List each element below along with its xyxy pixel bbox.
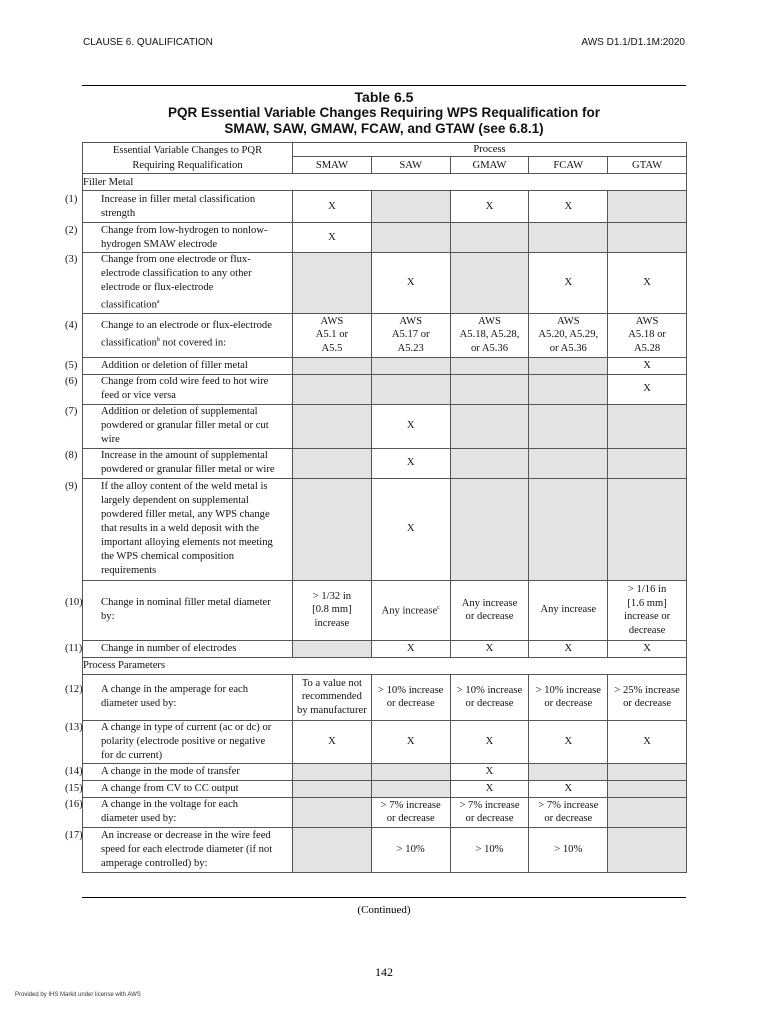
cell-value: > 1/32 in [312, 590, 352, 602]
description-line: Addition or deletion of filler metal [101, 359, 248, 371]
description-line: largely dependent on supplemental [101, 495, 249, 507]
cell-value: X [643, 359, 651, 371]
cell-smaw [293, 674, 372, 720]
description-line: powdered or granular filler metal or cut [101, 420, 269, 432]
cell-gtaw [608, 640, 687, 657]
cell-gtaw [608, 763, 687, 780]
table-row [83, 720, 687, 763]
cell-saw [371, 357, 450, 374]
cell-gmaw [450, 374, 529, 404]
cell-fcaw [529, 191, 608, 223]
running-header-left: CLAUSE 6. QUALIFICATION [83, 37, 213, 48]
cell-gmaw [450, 404, 529, 448]
cell-fcaw [529, 797, 608, 827]
cell-value: increase [314, 617, 350, 629]
variable-description [65, 253, 293, 314]
cell-gmaw [450, 448, 529, 478]
cell-value: or decrease [465, 813, 514, 825]
cell-value: or decrease [623, 698, 672, 710]
cell-saw [371, 780, 450, 797]
first-column-header-line1: Essential Variable Changes to PQR [112, 145, 263, 156]
cell-value: or decrease [544, 813, 593, 825]
table-row [83, 448, 687, 478]
cell-smaw [293, 478, 372, 580]
cell-fcaw [529, 580, 608, 640]
table-title [82, 89, 686, 137]
table-title-line2: SMAW, SAW, GMAW, FCAW, and GTAW (see 6.8.1) [224, 121, 544, 136]
variable-description [65, 763, 293, 780]
cell-fcaw [529, 313, 608, 357]
description-line: A change in the voltage for each [101, 799, 239, 811]
cell-gtaw [608, 357, 687, 374]
cell-saw [371, 797, 450, 827]
running-header-right: AWS D1.1/D1.1M:2020 [581, 37, 685, 48]
variable-description [65, 223, 293, 253]
description-line: the WPS chemical composition [101, 551, 235, 563]
cell-value: X [643, 735, 651, 747]
cell-value: AWS [635, 315, 659, 327]
description-line: classification [101, 299, 157, 311]
cell-gtaw [608, 191, 687, 223]
cell-fcaw [529, 640, 608, 657]
description-line: A change in the amperage for each [101, 684, 249, 696]
cell-value: X [328, 735, 336, 747]
description-line: electrode classification to any other [101, 268, 252, 279]
row-number: (10) [65, 597, 83, 609]
cell-fcaw [529, 827, 608, 872]
cell-value: X [406, 420, 415, 432]
row-number: (15) [65, 782, 83, 794]
variable-description [65, 357, 293, 374]
cell-gtaw [608, 780, 687, 797]
footnote-marker: a [156, 299, 160, 305]
cell-gmaw [450, 191, 529, 223]
cell-value: > 10% increase [378, 684, 444, 696]
cell-gmaw [450, 640, 529, 657]
table-row [83, 404, 687, 448]
variable-description [65, 640, 293, 657]
row-number: (7) [65, 406, 78, 418]
row-number: (16) [65, 799, 83, 811]
description-line: classification [101, 337, 157, 349]
cell-value: A5.18 or [628, 329, 666, 341]
cell-value: > 1/16 in [627, 584, 667, 596]
cell-value: X [643, 277, 651, 289]
cell-gtaw [608, 448, 687, 478]
cell-value: > 10% increase [456, 684, 523, 696]
description-line: Change in nominal filler metal diameter [101, 597, 271, 609]
cell-saw [371, 478, 450, 580]
cell-value: or decrease [544, 698, 593, 710]
cell-gmaw [450, 223, 529, 253]
cell-value: AWS [399, 315, 423, 327]
cell-value: > 7% increase [459, 799, 520, 811]
description-line: for dc current) [101, 749, 163, 761]
process-col-fcaw: FCAW [529, 157, 608, 174]
cell-value: X [406, 457, 415, 469]
cell-value: Any increase [540, 604, 597, 616]
cell-saw [371, 720, 450, 763]
license-footer: Provided by IHS Markit under license with AWS [15, 992, 141, 998]
description-line: Change to an electrode or flux-electrode [101, 320, 272, 332]
cell-smaw [293, 763, 372, 780]
cell-value: X [485, 765, 494, 777]
row-number: (6) [65, 376, 78, 388]
variable-description [65, 191, 293, 223]
description-line: requirements [101, 565, 157, 577]
description-line: speed for each electrode diameter (if not [101, 843, 273, 855]
table-row [83, 827, 687, 872]
cell-value: X [406, 523, 415, 535]
cell-value: or decrease [386, 813, 435, 825]
cell-gmaw [450, 313, 529, 357]
cell-value: X [485, 642, 494, 654]
cell-saw [371, 763, 450, 780]
cell-value: AWS [478, 315, 501, 327]
cell-value: X [564, 735, 573, 747]
table-number: Table 6.5 [354, 89, 414, 105]
cell-value: X [485, 200, 494, 212]
pqr-table [65, 142, 687, 873]
cell-value: X [564, 277, 573, 289]
section-filler-metal: Filler Metal [83, 174, 687, 191]
description-line: strength [101, 207, 136, 219]
row-number: (13) [65, 721, 83, 733]
process-col-smaw: SMAW [293, 157, 372, 174]
row-number: (4) [65, 320, 78, 332]
cell-value: [0.8 mm] [312, 604, 352, 616]
cell-gmaw [450, 253, 529, 314]
cell-gmaw [450, 580, 529, 640]
cell-smaw [293, 640, 372, 657]
cell-saw [371, 223, 450, 253]
variable-description [65, 313, 293, 357]
cell-gmaw [450, 797, 529, 827]
description-line: important alloying elements not meeting [101, 537, 273, 549]
table-row [83, 191, 687, 223]
variable-description [65, 827, 293, 872]
description-line: by: [101, 611, 115, 623]
row-number: (3) [65, 254, 78, 265]
cell-fcaw [529, 404, 608, 448]
cell-gmaw [450, 763, 529, 780]
cell-saw [371, 827, 450, 872]
table-bottom-rule [82, 897, 686, 898]
cell-smaw [293, 448, 372, 478]
description-line: not covered in: [159, 337, 227, 349]
table-row [83, 763, 687, 780]
description-line: Increase in filler metal classification [101, 193, 256, 205]
section-process-parameters: Process Parameters [83, 657, 687, 674]
description-line: Change in number of electrodes [101, 642, 237, 654]
cell-saw [371, 404, 450, 448]
first-column-header-line2: Requiring Requalification [132, 160, 243, 171]
table-row [83, 357, 687, 374]
cell-value: X [485, 782, 494, 794]
variable-description [65, 797, 293, 827]
cell-smaw [293, 580, 372, 640]
cell-gtaw [608, 313, 687, 357]
cell-fcaw [529, 674, 608, 720]
cell-fcaw [529, 780, 608, 797]
process-col-gmaw: GMAW [450, 157, 529, 174]
cell-value: recommended [301, 691, 362, 703]
cell-value: X [485, 735, 494, 747]
cell-value: X [564, 200, 573, 212]
table-row [83, 640, 687, 657]
variable-description [65, 674, 293, 720]
cell-value: > 25% increase [614, 684, 680, 696]
cell-saw [371, 674, 450, 720]
cell-saw [371, 253, 450, 314]
row-number: (14) [65, 765, 83, 777]
continued-note: (Continued) [357, 904, 411, 916]
cell-value: A5.20, A5.29, [538, 329, 599, 341]
description-line: Change from one electrode or flux- [101, 254, 251, 265]
cell-fcaw [529, 448, 608, 478]
cell-value: or decrease [465, 611, 514, 623]
cell-gtaw [608, 404, 687, 448]
cell-gtaw [608, 223, 687, 253]
cell-fcaw [529, 478, 608, 580]
cell-value: > 10% increase [535, 684, 601, 696]
cell-value: X [564, 642, 573, 654]
description-line: wire [101, 434, 120, 446]
cell-value: or decrease [465, 698, 514, 710]
cell-fcaw [529, 253, 608, 314]
description-line: Change from cold wire feed to hot wire [101, 376, 269, 388]
description-line: polarity (electrode positive or negative [101, 735, 266, 747]
cell-fcaw [529, 223, 608, 253]
cell-value: [1.6 mm] [627, 597, 667, 609]
cell-gtaw [608, 580, 687, 640]
description-line: diameter used by: [101, 813, 177, 825]
table-title-line1: PQR Essential Variable Changes Requiring WPS Requalification for [167, 105, 601, 120]
variable-description [65, 780, 293, 797]
cell-value: increase or [624, 611, 671, 623]
cell-smaw [293, 253, 372, 314]
description-line: hydrogen SMAW electrode [101, 238, 218, 250]
cell-value: X [643, 383, 651, 395]
cell-value: > 7% increase [380, 799, 441, 811]
description-line: Addition or deletion of supplemental [101, 406, 258, 418]
title-top-rule [82, 85, 686, 86]
table-row [83, 478, 687, 580]
cell-smaw [293, 797, 372, 827]
cell-smaw [293, 374, 372, 404]
cell-value: X [564, 782, 573, 794]
row-number: (11) [65, 642, 83, 654]
cell-value: X [406, 642, 415, 654]
description-line: powdered or granular filler metal or wire [101, 464, 275, 476]
process-col-gtaw: GTAW [608, 157, 687, 174]
cell-value: > 7% increase [538, 799, 599, 811]
table-row [83, 780, 687, 797]
description-line: that results in a weld deposit with the [101, 523, 259, 535]
cell-gmaw [450, 780, 529, 797]
table-row [83, 223, 687, 253]
cell-value: A5.18, A5.28, [459, 329, 520, 341]
table-row [83, 797, 687, 827]
cell-saw [371, 374, 450, 404]
cell-value: by manufacturer [297, 704, 367, 716]
cell-smaw [293, 223, 372, 253]
description-line: feed or vice versa [101, 390, 176, 402]
cell-gmaw [450, 357, 529, 374]
cell-value: A5.28 [633, 342, 661, 354]
row-number: (1) [65, 193, 78, 205]
description-line: Increase in the amount of supplemental [101, 450, 268, 462]
cell-gtaw [608, 253, 687, 314]
row-number: (9) [65, 481, 78, 493]
cell-gtaw [608, 374, 687, 404]
footnote-marker: c [437, 605, 440, 612]
cell-value: or decrease [386, 698, 435, 710]
row-number: (17) [65, 829, 83, 841]
table-row [83, 580, 687, 640]
cell-smaw [293, 357, 372, 374]
variable-description [65, 448, 293, 478]
cell-smaw [293, 780, 372, 797]
footnote-marker: b [156, 337, 160, 344]
table-row [83, 253, 687, 314]
description-line: A change in the mode of transfer [101, 765, 240, 777]
table-row [83, 374, 687, 404]
variable-description [65, 404, 293, 448]
cell-value: AWS [556, 315, 580, 327]
cell-gmaw [450, 720, 529, 763]
cell-value: decrease [628, 624, 666, 636]
description-line: Change from low-hydrogen to nonlow- [101, 224, 268, 236]
first-column-header [83, 143, 293, 174]
cell-value: A5.5 [321, 342, 343, 354]
cell-smaw [293, 404, 372, 448]
cell-smaw [293, 827, 372, 872]
cell-gtaw [608, 720, 687, 763]
cell-value: or A5.36 [470, 342, 509, 354]
cell-gtaw [608, 478, 687, 580]
cell-fcaw [529, 720, 608, 763]
description-line: amperage controlled) by: [101, 857, 208, 869]
variable-description [65, 720, 293, 763]
process-header: Process [293, 143, 687, 157]
cell-value: > 10% [475, 843, 504, 855]
description-line: If the alloy content of the weld metal is [101, 481, 268, 493]
cell-value: AWS [320, 315, 344, 327]
cell-smaw [293, 191, 372, 223]
cell-value: A5.23 [397, 342, 424, 354]
cell-value: Any increase [381, 605, 438, 617]
description-line: electrode or flux-electrode [101, 282, 214, 293]
row-number: (12) [65, 684, 83, 696]
cell-saw [371, 191, 450, 223]
cell-saw [371, 640, 450, 657]
cell-gmaw [450, 827, 529, 872]
row-number: (8) [65, 450, 78, 462]
cell-gtaw [608, 827, 687, 872]
variable-description [65, 580, 293, 640]
cell-value: Any increase [461, 597, 518, 609]
cell-smaw [293, 720, 372, 763]
cell-value: X [406, 277, 415, 289]
cell-gtaw [608, 797, 687, 827]
cell-fcaw [529, 357, 608, 374]
cell-value: > 10% [396, 843, 425, 855]
cell-value: > 10% [554, 843, 583, 855]
cell-saw [371, 448, 450, 478]
cell-value: X [328, 231, 336, 243]
table-row [83, 313, 687, 357]
description-line: diameter used by: [101, 698, 177, 710]
description-line: A change from CV to CC output [101, 782, 239, 794]
row-number: (2) [65, 224, 78, 236]
description-line: A change in type of current (ac or dc) or [101, 721, 272, 733]
cell-value: A5.17 or [391, 329, 430, 341]
description-line: An increase or decrease in the wire feed [101, 829, 271, 841]
cell-fcaw [529, 374, 608, 404]
cell-gtaw [608, 674, 687, 720]
cell-saw [371, 580, 450, 640]
cell-value: or A5.36 [549, 342, 587, 354]
cell-value: A5.1 or [315, 329, 349, 341]
description-line: powdered filler metal, any WPS change [101, 509, 270, 521]
cell-gmaw [450, 478, 529, 580]
cell-smaw [293, 313, 372, 357]
cell-value: To a value not [301, 677, 362, 689]
table-row [83, 674, 687, 720]
process-col-saw: SAW [371, 157, 450, 174]
cell-value: X [406, 735, 415, 747]
cell-value: X [643, 642, 651, 654]
cell-value: X [328, 200, 336, 212]
page-number: 142 [375, 965, 393, 979]
cell-gmaw [450, 674, 529, 720]
cell-saw [371, 313, 450, 357]
row-number: (5) [65, 359, 78, 371]
cell-fcaw [529, 763, 608, 780]
variable-description [65, 374, 293, 404]
variable-description [65, 478, 293, 580]
